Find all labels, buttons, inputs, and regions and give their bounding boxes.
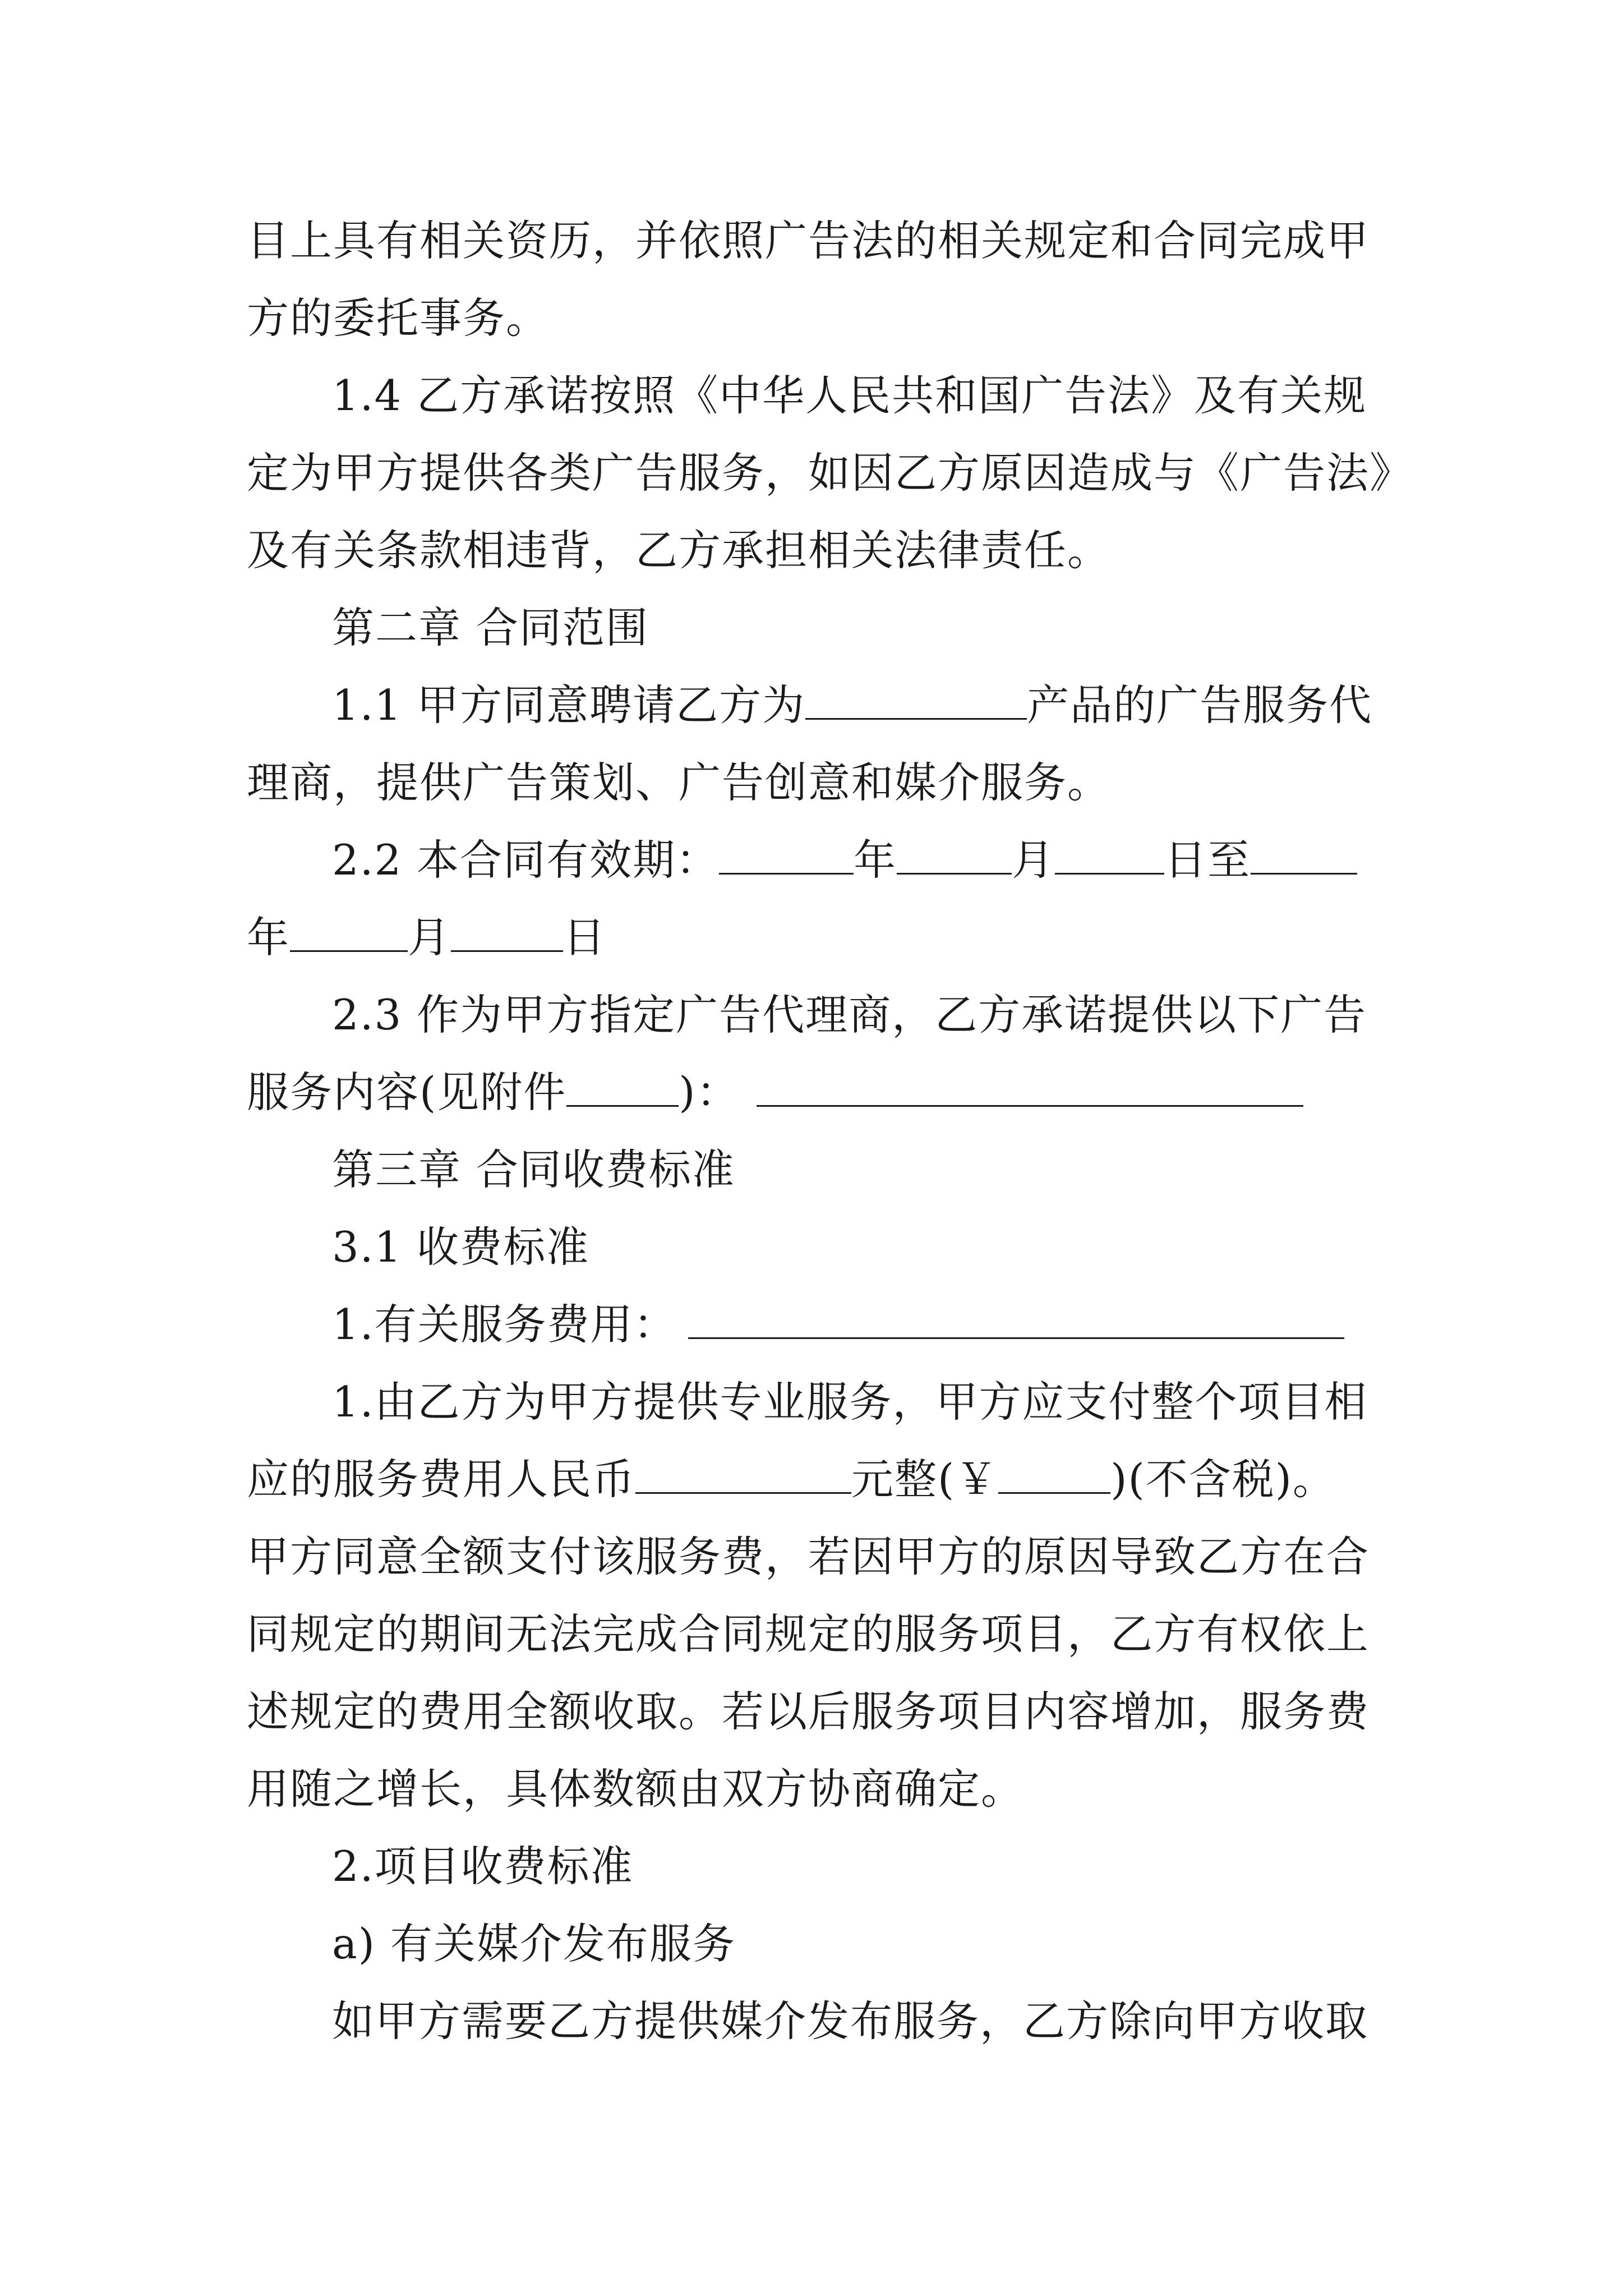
section-3-1	[247, 1208, 1380, 1286]
heading-text: 第三章 合同收费标准	[332, 1145, 735, 1194]
text-line	[247, 821, 1380, 899]
text-segment: 月	[408, 913, 451, 962]
end-year-blank[interactable]	[1251, 838, 1357, 875]
fee-paragraph	[247, 1363, 1380, 1828]
text-line: 述规定的费用全额收取。若以后服务项目内容增加，服务费	[247, 1687, 1370, 1736]
text-line: 目上具有相关资历，并依照广告法的相关规定和合同完成甲	[247, 216, 1370, 265]
text-line: 方的委托事务。	[247, 293, 550, 343]
text-segment: 月	[1012, 835, 1055, 885]
paragraph-continuation	[247, 202, 1380, 357]
service-fee-line	[247, 1286, 1380, 1363]
text-segment: 日至	[1164, 835, 1251, 885]
text-line: 3.1 收费标准	[332, 1222, 590, 1272]
yen-amount-blank[interactable]	[998, 1457, 1110, 1494]
text-line: a) 有关媒介发布服务	[332, 1919, 736, 1968]
chapter-3-heading	[247, 1131, 1380, 1208]
text-segment: 服务内容(见附件	[247, 1068, 567, 1117]
clause-1-1	[247, 666, 1380, 821]
attachment-blank[interactable]	[566, 1070, 679, 1107]
text-segment: 1.有关服务费用：	[332, 1300, 677, 1349]
text-line: 同规定的期间无法完成合同规定的服务项目，乙方有权依上	[247, 1609, 1370, 1659]
text-segment: 1.1 甲方同意聘请乙方为	[332, 680, 806, 730]
text-segment: 日	[563, 913, 607, 962]
text-line	[247, 899, 1380, 976]
clause-1-4	[247, 357, 1413, 589]
service-fee-blank[interactable]	[688, 1303, 1344, 1339]
heading-text: 第二章 合同范围	[332, 603, 649, 652]
item-a-heading	[247, 1905, 1380, 1982]
clause-2-2	[247, 821, 1380, 976]
text-line: 甲方同意全额支付该服务费，若因甲方的原因导致乙方在合	[247, 1532, 1370, 1581]
start-year-blank[interactable]	[719, 838, 854, 875]
item-2-heading	[247, 1828, 1380, 1905]
text-line: 如甲方需要乙方提供媒介发布服务，乙方除向甲方收取	[332, 1996, 1369, 2046]
text-line: 定为甲方提供各类广告服务，如因乙方原因造成与《广告法》	[247, 448, 1413, 498]
text-line	[247, 1441, 1380, 1518]
chapter-2-heading	[247, 589, 1380, 666]
media-paragraph	[247, 1982, 1380, 2060]
text-line: 1.4 乙方承诺按照《中华人民共和国广告法》及有关规	[332, 371, 1367, 420]
text-segment: 2.2 本合同有效期：	[332, 835, 720, 885]
clause-2-3	[247, 976, 1380, 1131]
text-line: 2.3 作为甲方指定广告代理商，乙方承诺提供以下广告	[332, 990, 1367, 1039]
text-line: 理商，提供广告策划、广告创意和媒介服务。	[247, 758, 1111, 807]
product-blank[interactable]	[805, 683, 1027, 720]
end-month-blank[interactable]	[290, 915, 408, 952]
end-day-blank[interactable]	[451, 915, 563, 952]
text-segment: )(不含税)。	[1110, 1455, 1336, 1504]
text-line: 及有关条款相违背，乙方承担相关法律责任。	[247, 526, 1111, 575]
text-segment: 产品的广告服务代	[1027, 680, 1373, 730]
text-line	[247, 1053, 1380, 1131]
start-month-blank[interactable]	[897, 838, 1012, 875]
text-line: 1.由乙方为甲方提供专业服务，甲方应支付整个项目相	[332, 1377, 1368, 1427]
text-line: 2.项目收费标准	[332, 1842, 634, 1891]
text-segment: )：	[679, 1068, 740, 1117]
text-line	[247, 666, 1380, 744]
document-body	[247, 202, 1413, 2060]
text-segment: 应的服务费用人民币	[247, 1455, 636, 1504]
text-line: 用随之增长，具体数额由双方协商确定。	[247, 1764, 1025, 1814]
text-line	[247, 1286, 1380, 1363]
text-segment: 年	[854, 835, 897, 885]
rmb-amount-blank[interactable]	[635, 1457, 851, 1494]
start-day-blank[interactable]	[1055, 838, 1164, 875]
text-segment: 元整(￥	[851, 1455, 999, 1504]
text-segment: 年	[247, 913, 291, 962]
service-content-blank[interactable]	[757, 1070, 1303, 1107]
